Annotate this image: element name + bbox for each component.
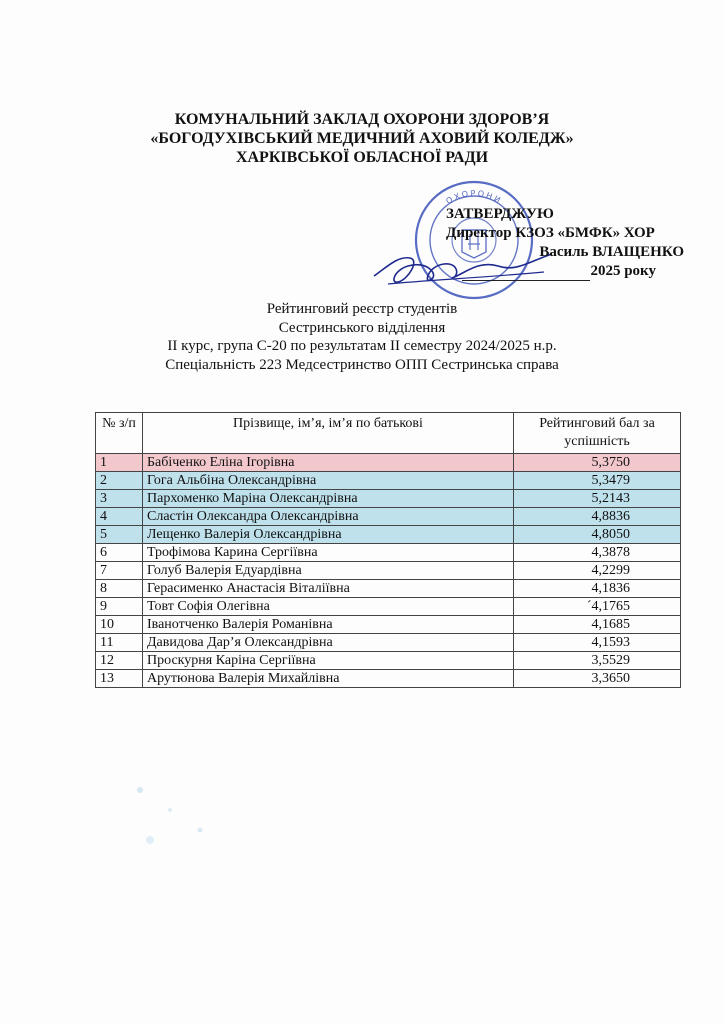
row-number: 4: [96, 508, 143, 526]
title-line-2: Сестринського відділення: [278, 319, 446, 336]
student-name: Іванотченко Валерія Романівна: [143, 616, 514, 634]
student-name: Гога Альбіна Олександрівна: [143, 472, 514, 490]
rating-score: 4,8050: [514, 526, 681, 544]
rating-score: 5,3479: [514, 472, 681, 490]
row-number: 11: [96, 634, 143, 652]
student-name: Сластін Олександра Олександрівна: [143, 508, 514, 526]
student-name: Арутюнова Валерія Михайлівна: [143, 670, 514, 688]
student-name: Давидова Дар’я Олександрівна: [143, 634, 514, 652]
table-row: [96, 670, 681, 688]
rating-table: [95, 412, 681, 688]
institution-header: [0, 110, 724, 167]
director-name: Василь ВЛАЩЕНКО: [539, 244, 684, 260]
director-position: Директор КЗОЗ «БМФК» ХОР: [446, 225, 655, 241]
row-number: 5: [96, 526, 143, 544]
student-name: Лещенко Валерія Олександрівна: [143, 526, 514, 544]
table-header-row: [96, 413, 681, 454]
rating-score: 4,1593: [514, 634, 681, 652]
column-header-score: Рейтинговий бал за успішність: [514, 413, 681, 454]
document-title: [0, 300, 724, 374]
title-line-3: ІІ курс, група С-20 по результатам ІІ семестру 2024/2025 н.р.: [167, 338, 557, 354]
student-name: Пархоменко Маріна Олександрівна: [143, 490, 514, 508]
rating-score: 4,1685: [514, 616, 681, 634]
row-number: 6: [96, 544, 143, 562]
row-number: 3: [96, 490, 143, 508]
row-number: 1: [96, 454, 143, 472]
title-line-1: Рейтинговий реєстр студентів: [266, 301, 458, 317]
approval-block: [436, 205, 696, 281]
student-name: Бабіченко Еліна Ігорівна: [143, 454, 514, 472]
rating-score: 4,3878: [514, 544, 681, 562]
student-name: Голуб Валерія Едуардівна: [143, 562, 514, 580]
rating-score: 4,8836: [514, 508, 681, 526]
rating-score: 4,1836: [514, 580, 681, 598]
table-row: [96, 634, 681, 652]
rating-score: 5,3750: [514, 454, 681, 472]
table-row: [96, 598, 681, 616]
rating-score: ´4,1765: [514, 598, 681, 616]
table-row: [96, 562, 681, 580]
row-number: 13: [96, 670, 143, 688]
header-line-2: «БОГОДУХІВСЬКИЙ МЕДИЧНИЙ АХОВИЙ КОЛЕДЖ»: [150, 130, 574, 147]
table-row: [96, 472, 681, 490]
approval-date: 2025 року: [436, 262, 696, 281]
table-row: [96, 580, 681, 598]
svg-text:ОХОРОНИ: ОХОРОНИ: [444, 188, 504, 206]
row-number: 9: [96, 598, 143, 616]
approve-label: ЗАТВЕРДЖУЮ: [446, 206, 554, 222]
rating-score: 5,2143: [514, 490, 681, 508]
table-row: [96, 454, 681, 472]
table-row: [96, 544, 681, 562]
rating-score: 3,5529: [514, 652, 681, 670]
header-line-3: ХАРКІВСЬКОЇ ОБЛАСНОЇ РАДИ: [235, 149, 489, 166]
row-number: 8: [96, 580, 143, 598]
student-name: Товт Софія Олегівна: [143, 598, 514, 616]
header-line-1: КОМУНАЛЬНИЙ ЗАКЛАД ОХОРОНИ ЗДОРОВ’Я: [174, 111, 550, 128]
student-name: Трофімова Карина Сергіївна: [143, 544, 514, 562]
row-number: 2: [96, 472, 143, 490]
table-row: [96, 508, 681, 526]
table-row: [96, 652, 681, 670]
rating-score: 3,3650: [514, 670, 681, 688]
table-row: [96, 616, 681, 634]
student-name: Герасименко Анастасія Віталіївна: [143, 580, 514, 598]
table-row: [96, 526, 681, 544]
row-number: 7: [96, 562, 143, 580]
rating-score: 4,2299: [514, 562, 681, 580]
student-name: Проскурня Каріна Сергіївна: [143, 652, 514, 670]
scan-smudge: [110, 760, 230, 870]
row-number: 10: [96, 616, 143, 634]
table-row: [96, 490, 681, 508]
row-number: 12: [96, 652, 143, 670]
column-header-number: № з/п: [96, 413, 143, 454]
title-line-4: Спеціальність 223 Медсестринство ОПП Сестринська справа: [165, 356, 559, 373]
column-header-name: Прізвище, ім’я, ім’я по батькові: [143, 413, 514, 454]
